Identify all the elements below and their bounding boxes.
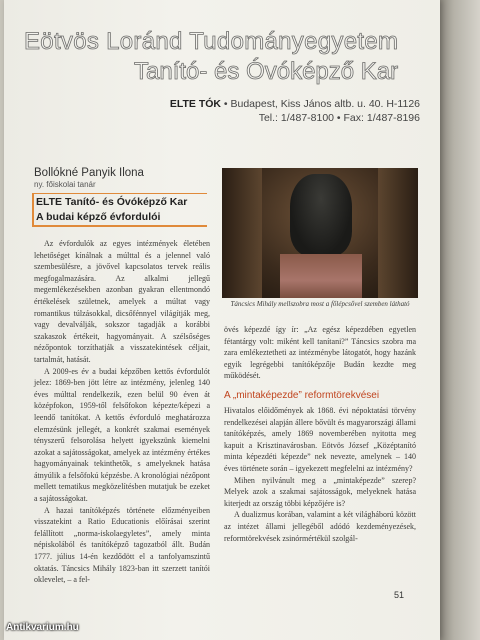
institution-title: Eötvös Loránd Tudományegyetem: [24, 28, 399, 55]
author-role: ny. főiskolai tanár: [34, 180, 96, 189]
left-paragraph: A 2009-es év a budai képzőben kettős évfordulót jelez: 1869-ben jött létre az intézmény, jelenleg 140 éves múlttal rendelkezik, ezen belül 90 éven át középfokon, 1959-től felsőfokon képezte/képezi a leendő tanítókat. A kettős évforduló meghatározza elemzésünk jellegét, a konkrét szakmai események tényszerű felsorolása helyett igyekszünk kiemelni azokat a sajátosságokat, amelyek az intézmény értékes hagyományainak tekinthetők, s amelyeknek hatása átnyúlik a felsőfokú képzésbe. A kronológiai nézőpont mellett tematikus megközelítésben mutatjuk be ezeket a sajátosságokat.: [34, 366, 210, 504]
bust-photo: [222, 168, 418, 298]
article-heading-1: ELTE Tanító- és Óvóképző Kar: [36, 196, 188, 208]
right-column: [224, 324, 416, 544]
book-spine: [440, 0, 480, 640]
left-column: [34, 238, 210, 586]
magazine-page: [4, 0, 440, 640]
phone-fax: Tel.: 1/487-8100 • Fax: 1/487-8196: [258, 112, 420, 124]
faculty-title: Tanító- és Óvóképző Kar: [134, 58, 399, 85]
author-name: Bollókné Panyik Ilona: [34, 167, 144, 179]
bust-sculpture: [290, 174, 352, 256]
right-paragraph: övés képezdé így ír: „Az egész képezdében egyetlen fétantárgy volt: miként kell tanítani?” Táncsics szobra ma zara emlékeztetheti az intézménybe látogatót, hogy hazánk egyik legrégebbi tanítóképzője Budán kezdte meg működését.: [224, 325, 416, 381]
right-paragraph: Mihen nyilvánult meg a „mintaképezde” szerep? Melyek azok a szakmai sajátosságok, melyeknek hatása kiterjedt az ország többi képzőjére is?: [224, 475, 416, 508]
address-block: [170, 97, 420, 125]
bust-plinth: [280, 254, 362, 298]
photo-pillar-right: [378, 168, 418, 298]
left-paragraph: Az évfordulók az egyes intézmények életében lehetőséget kínálnak a múlttal és a jelennel való szembesülésre, a jövővel kapcsolatos tervek reális megfogalmazására. Az alkalmi jellegű megemlékezésekben azonban gyakran ellentmondó értékelések születnek, amelyek a múltat vagy romantikus túlzásokkal, dicsőfénnyel világítják meg, vagy devalválják, sokszor tagadják a korábbi szakaszok értékeit, hagyományait. A szélsőséges nézőpontok torzíthatják a visszatekintések céljait, tartalmát, hatását.: [34, 239, 210, 364]
section-subhead: A „mintaképezde” reformtörekvései: [224, 389, 380, 401]
right-paragraph: Hivatalos előidőmények ak 1868. évi népoktatási törvény rendelkezései alapján állere bővült és magyarországi állami tanítóképzés, amely 1869 novemberében nyitotta meg kapuit a Krisztinavárosban. Eötvös József „Középtanító minta képezdéti képezde” nek nevezte, amelynek – 140 éves története során – igyekezett megfelelni az intézmény?: [224, 405, 416, 473]
address-name: ELTE TÓK: [169, 98, 221, 110]
address-line: • Budapest, Kiss János altb. u. 40. H-1126: [220, 98, 420, 110]
watermark: Antikvarium.hu: [6, 622, 79, 633]
photo-caption: Táncsics Mihály mellszobra most a főlépcsővel szemben látható: [230, 300, 410, 308]
page-number: 51: [394, 590, 405, 600]
article-heading-2: A budai képző évfordulói: [36, 211, 161, 223]
left-paragraph: A hazai tanítóképzés története előzményeiben visszatekint a Ratio Educationis előírásai szerint felállított „norma-iskolaegyletes”, amely minta népiskolából és tanítóképző tagozatból állt. Budán 1777. július 14-én kezdődött el a tanfolyamszintű oktatás. Táncsics Mihály 1823-ban itt szerzett tanítói oklevelet, – a fel-: [34, 505, 210, 585]
photo-pillar-left: [222, 168, 262, 298]
right-paragraph: A dualizmus korában, valamint a két világháború között az intézet állami jellegéből adódó kezdeményezések, reformtörekvések zsinórmértékül szolgál-: [224, 510, 416, 543]
